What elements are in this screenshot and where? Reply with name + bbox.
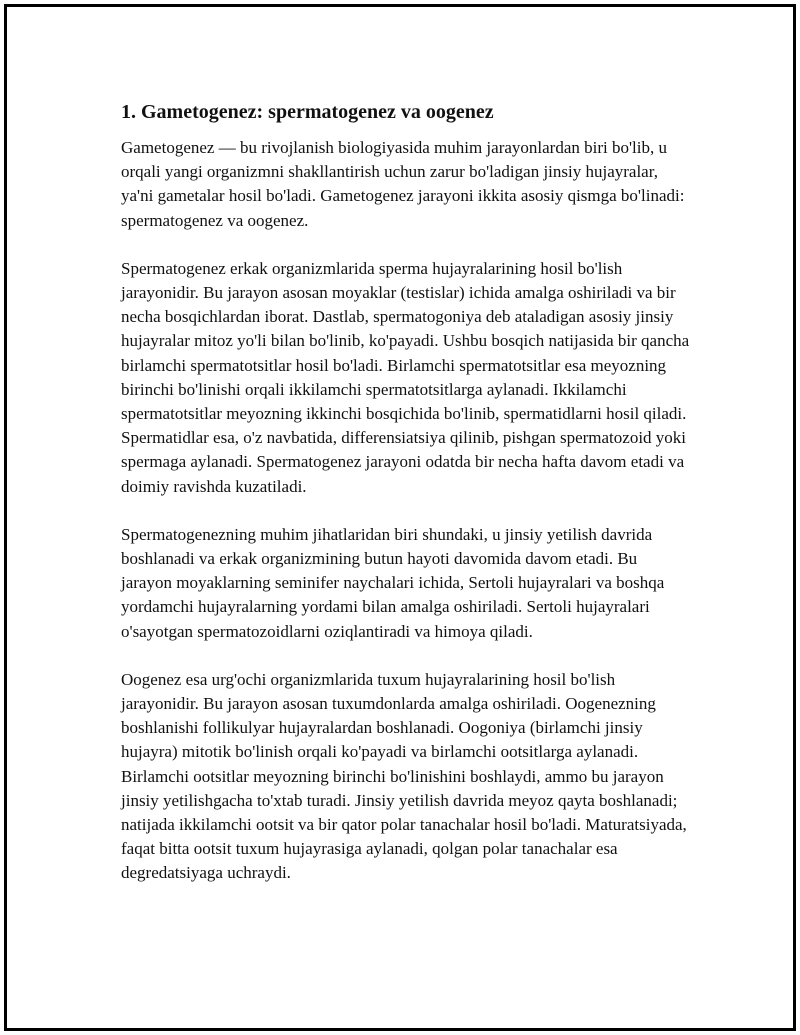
page-frame — [4, 4, 796, 1031]
paragraph-spermatogenez: Spermatogenez erkak organizmlarida sperma hujayralarining hosil bo'lish jarayonidir. Bu jarayon asosan moyaklar (testislar) ichida amalga oshiriladi va bir necha bosqichlardan iborat. Dastlab, spermatogoniya deb ataladigan asosiy jinsiy hujayralar mitoz yo'li bilan bo'linib, ko'payadi. Ushbu bosqich natijasida bir qancha birlamchi spermatotsitlar hosil bo'ladi. Birlamchi spermatotsitlar esa meyozning birinchi bo'linishi orqali ikkilamchi spermatotsitlarga aylanadi. Ikkilamchi spermatotsitlar meyozning ikkinchi bosqichida bo'linib, spermatidlarni hosil qiladi. Spermatidlar esa, o'z navbatida, differensiatsiya qilinib, pishgan spermatozoid yoki spermaga aylanadi. Spermatogenez jarayoni odatda bir necha hafta davom etadi va doimiy ravishda kuzatiladi. — [121, 258, 690, 496]
paragraph-gametogenez-intro: Gametogenez — bu rivojlanish biologiyasida muhim jarayonlardan biri bo'lib, u orqali yangi organizmni shakllantirish uchun zarur bo'ladigan jinsiy hujayralar, ya'ni gametalar hosil bo'ladi. Gametogenez jarayoni ikkita asosiy qismga bo'linadi: spermatogenez va oogenez. — [121, 138, 685, 230]
paragraph-oogenez: Oogenez esa urg'ochi organizmlarida tuxum hujayralarining hosil bo'lish jarayonidir. Bu jarayon asosan tuxumdonlarda amalga oshiriladi. Oogenezning boshlanishi follikulyar hujayralardan boshlanadi. Oogoniya (birlamchi jinsiy hujayra) mitotik bo'linish orqali ko'payadi va birlamchi ootsitlarga aylanadi. Birlamchi ootsitlar meyozning birinchi bo'linishini boshlaydi, ammo bu jarayon jinsiy yetilishgacha to'xtab turadi. Jinsiy yetilish davrida meyoz qayta boshlanadi; natijada ikkilamchi ootsit va bir qator polar tanachalar hosil bo'ladi. Maturatsiyada, faqat bitta ootsit tuxum hujayrasiga aylanadi, qolgan polar tanachalar esa degredatsiyaga uchraydi. — [121, 669, 687, 883]
section-heading: 1. Gametogenez: spermatogenez va oogenez — [121, 101, 494, 123]
document-body — [121, 97, 691, 910]
paragraph-spermatogenez-details: Spermatogenezning muhim jihatlaridan biri shundaki, u jinsiy yetilish davrida boshlanadi va erkak organizmining butun hayoti davomida davom etadi. Bu jarayon moyaklarning seminifer naychalari ichida, Sertoli hujayralari va boshqa yordamchi hujayralarning yordami bilan amalga oshiriladi. Sertoli hujayralari o'sayotgan spermatozoidlarni oziqlantiradi va himoya qiladi. — [121, 524, 665, 641]
